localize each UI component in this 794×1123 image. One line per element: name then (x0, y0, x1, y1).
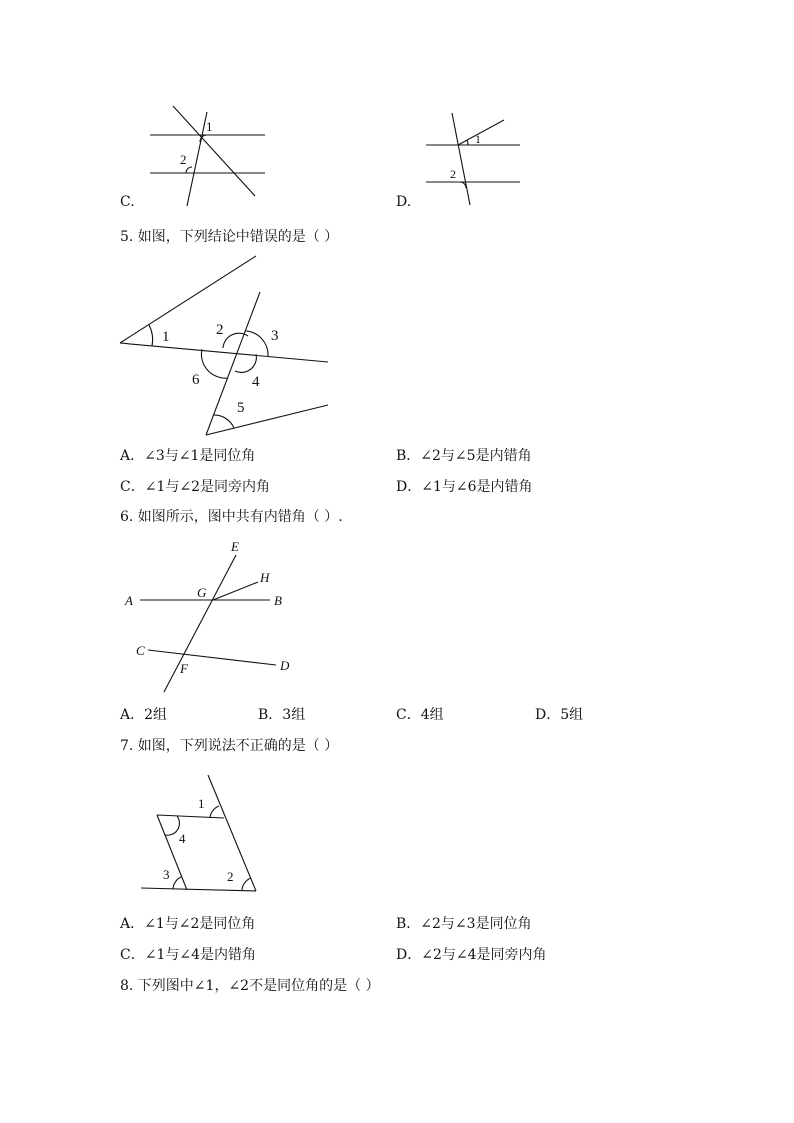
transversal (452, 113, 470, 205)
q5-option-b[interactable]: B．∠2与∠5是内错角 (396, 448, 532, 464)
line-top-side (157, 815, 224, 818)
transversal-diagonal (173, 106, 255, 196)
option-d-label: D. (396, 194, 412, 210)
q7-option-b[interactable]: B．∠2与∠3是同位角 (396, 916, 532, 932)
q6-option-a[interactable]: A．2组 (120, 707, 168, 723)
q6-option-d[interactable]: D．5组 (535, 707, 584, 723)
question-7-stem: 7. 如图，下列说法不正确的是（ ） (120, 738, 339, 754)
point-label-b: B (274, 593, 282, 608)
angle-label-4: 4 (252, 374, 260, 390)
angle-arc-4 (235, 354, 256, 372)
angle-arc-5 (213, 415, 234, 428)
q6-option-c[interactable]: C．4组 (396, 707, 444, 723)
angle-arc-6 (201, 349, 228, 378)
angle-label-2: 2 (216, 322, 224, 338)
figure-option-d (420, 105, 530, 210)
figure-question-5 (110, 250, 340, 445)
angle-arc-1 (210, 806, 219, 818)
angle-arc-2 (186, 167, 192, 173)
angle-arc-2 (460, 182, 466, 188)
line-bottom (141, 888, 256, 891)
ray-gh (213, 582, 258, 600)
q5-option-c[interactable]: C．∠1与∠2是同旁内角 (120, 479, 270, 495)
option-c-label: C. (120, 194, 135, 210)
angle-arc-3 (173, 877, 181, 889)
q7-option-d[interactable]: D．∠2与∠4是同旁内角 (396, 947, 547, 963)
ray-slanted (458, 120, 504, 145)
angle-label-4: 4 (179, 831, 186, 846)
point-label-f: F (180, 661, 188, 676)
question-8-stem: 8. 下列图中∠1，∠2不是同位角的是（ ） (120, 978, 380, 994)
question-5-stem: 5. 如图，下列结论中错误的是（ ） (120, 229, 339, 245)
angle-label-2: 2 (450, 167, 456, 181)
line-horizontal (120, 343, 328, 362)
transversal-steep (187, 112, 207, 206)
angle-label-1: 1 (162, 329, 170, 345)
angle-label-1: 1 (475, 132, 481, 146)
point-label-a: A (125, 593, 133, 608)
q7-option-c[interactable]: C．∠1与∠4是内错角 (120, 947, 256, 963)
line-ef (164, 555, 236, 692)
line-transversal (206, 292, 260, 435)
angle-label-1: 1 (198, 796, 205, 811)
angle-label-6: 6 (192, 372, 200, 388)
angle-label-3: 3 (163, 867, 170, 882)
point-label-c: C (136, 643, 145, 658)
point-label-h: H (260, 570, 270, 585)
angle-arc-4 (165, 816, 179, 835)
angle-arc-3 (246, 331, 268, 356)
point-label-d: D (280, 658, 290, 673)
angle-label-5: 5 (237, 400, 245, 416)
angle-arc-2 (242, 878, 251, 890)
line-left-side (157, 815, 187, 890)
angle-label-2: 2 (227, 869, 234, 884)
angle-arc-1 (467, 140, 468, 145)
q6-option-b[interactable]: B．3组 (258, 707, 306, 723)
angle-arc-2 (223, 333, 248, 348)
point-label-g: G (197, 585, 207, 600)
figure-question-7 (135, 770, 270, 900)
angle-label-2: 2 (180, 152, 187, 167)
angle-label-1: 1 (206, 119, 213, 134)
question-6-stem: 6. 如图所示，图中共有内错角（ ）. (120, 509, 343, 525)
line-cd (148, 650, 276, 665)
figure-question-6 (118, 535, 308, 700)
figure-option-c (140, 100, 280, 210)
q5-option-d[interactable]: D．∠1与∠6是内错角 (396, 479, 533, 495)
q5-option-a[interactable]: A．∠3与∠1是同位角 (120, 448, 256, 464)
line-lower-ray (206, 405, 328, 435)
point-label-e: E (231, 539, 239, 554)
angle-label-3: 3 (271, 328, 279, 344)
q7-option-a[interactable]: A．∠1与∠2是同位角 (120, 916, 256, 932)
angle-arc-1 (149, 325, 153, 346)
line-upper-ray (120, 256, 256, 343)
